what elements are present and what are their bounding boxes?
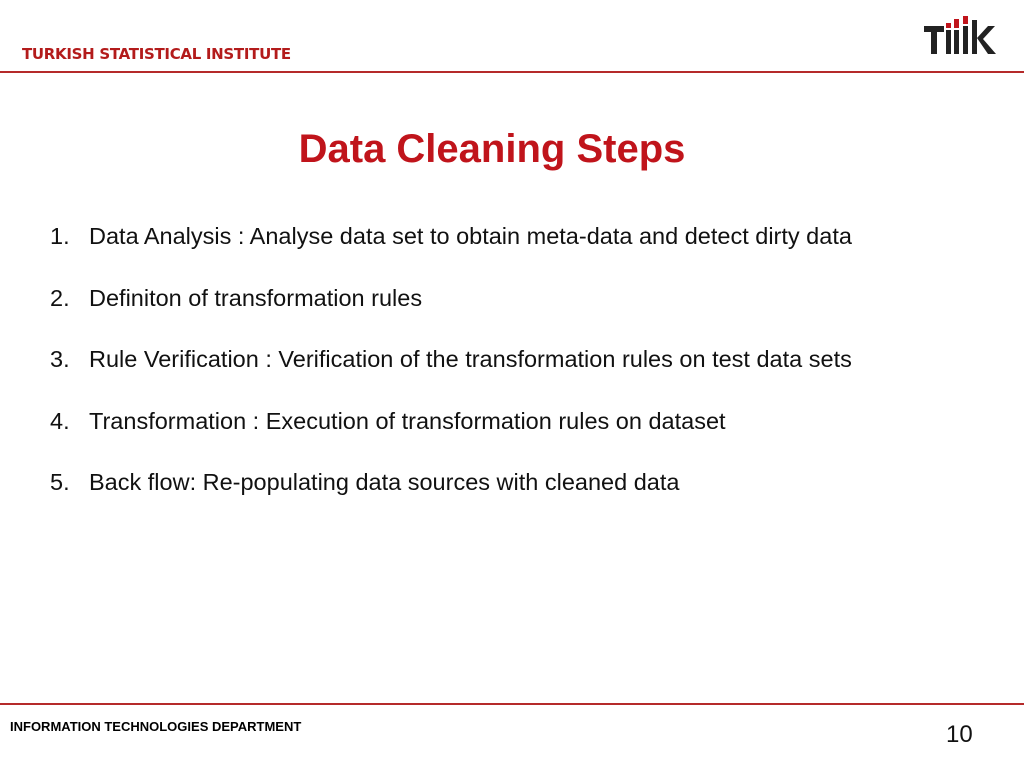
step-number: 2. <box>50 284 70 311</box>
step-text: Back flow: Re-populating data sources with cleaned data <box>89 469 680 495</box>
step-number: 5. <box>50 469 70 495</box>
organization-name: TURKISH STATISTICAL INSTITUTE <box>22 45 291 63</box>
step-number: 4. <box>50 407 70 434</box>
step-number: 1. <box>50 223 70 249</box>
tuik-logo <box>922 14 998 56</box>
page-number: 10 <box>946 721 973 748</box>
step-text: Transformation : Execution of transformation rules on dataset <box>89 407 726 434</box>
step-text: Definiton of transformation rules <box>89 284 423 311</box>
footer-divider <box>0 703 1024 705</box>
list-item <box>50 408 852 470</box>
steps-list <box>50 223 852 531</box>
slide-title: Data Cleaning Steps <box>298 126 686 171</box>
step-text: Rule Verification : Verification of the transformation rules on test data sets <box>89 346 852 372</box>
list-item <box>50 346 852 408</box>
step-text: Data Analysis : Analyse data set to obtain meta-data and detect dirty data <box>89 223 852 249</box>
list-item <box>50 285 852 347</box>
header-divider <box>0 71 1024 73</box>
department-name: INFORMATION TECHNOLOGIES DEPARTMENT <box>10 719 302 734</box>
list-item <box>50 223 852 285</box>
step-number: 3. <box>50 346 70 372</box>
list-item <box>50 469 852 531</box>
